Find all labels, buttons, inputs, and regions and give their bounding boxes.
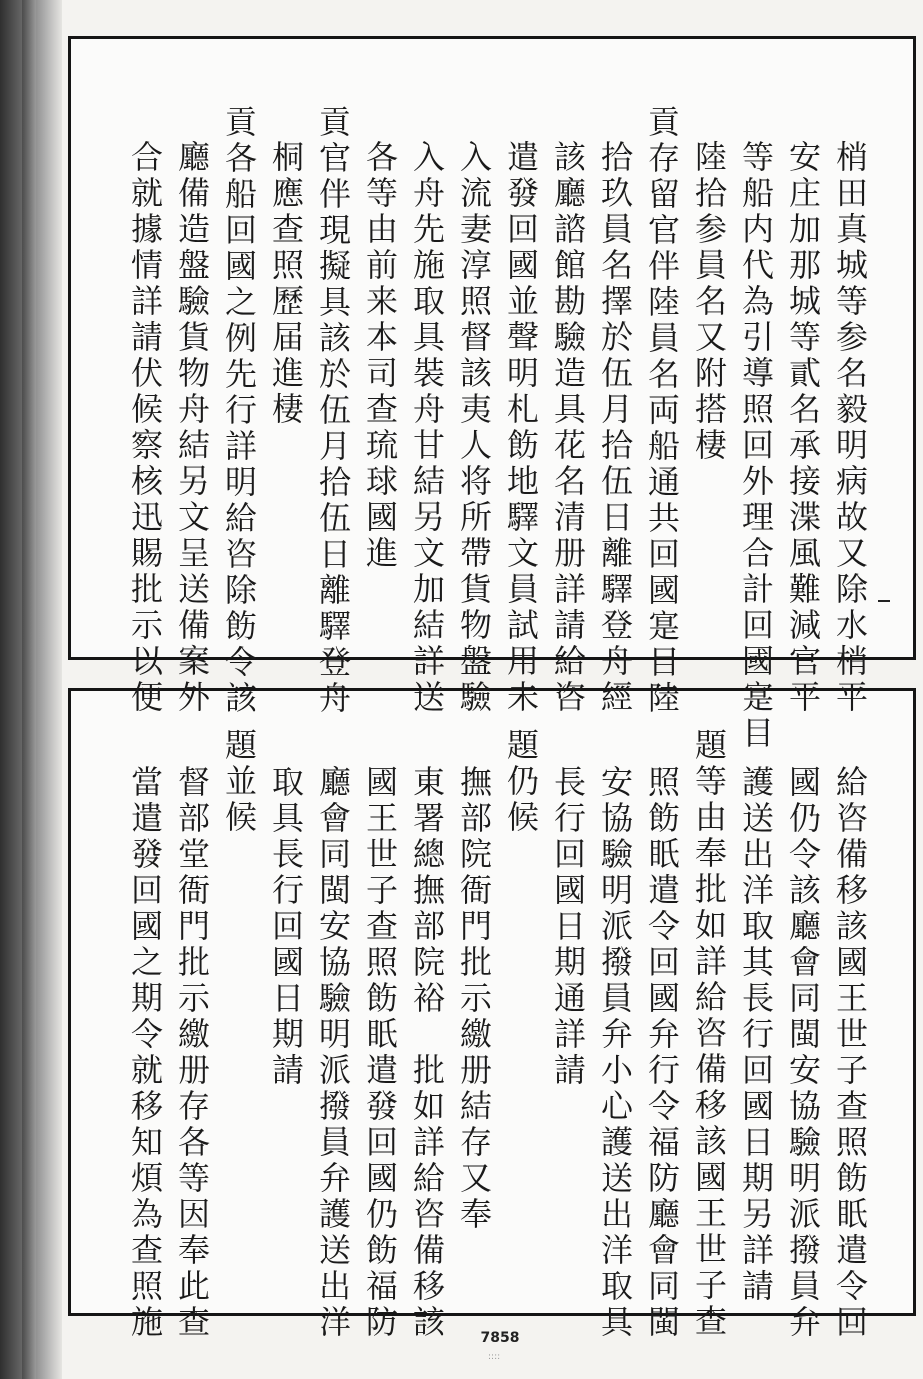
- top-column-11: 各等由前来本司查琉球國進: [361, 140, 399, 572]
- top-column-10: 入舟先施取具裝舟甘結另文加結詳送: [408, 140, 446, 716]
- top-column-7: 該廳諮館勘驗造具花名清册詳請給咨: [549, 140, 587, 716]
- bottom-column-16: 當遣發回國之期令就移知煩為查照施: [126, 765, 164, 1341]
- top-column-2: 安庄加那城等貳名承接渫風難減官平: [784, 140, 822, 716]
- margin-tick-mark: [878, 600, 890, 602]
- bottom-column-10: 東署總撫部院裕 批如詳給咨備移該: [408, 765, 446, 1341]
- bottom-column-3: 護送出洋取其長行回國日期另詳請: [737, 765, 775, 1305]
- bottom-column-8: 題仍候: [502, 728, 540, 836]
- top-column-1: 梢田真城等参名毅明病故又除水梢平: [831, 140, 869, 716]
- binding-shadow: [22, 0, 36, 1379]
- top-column-9: 入流妻淳照督該夷人将所帶貨物盤驗: [455, 140, 493, 716]
- top-column-15: 廳備造盤驗貨物舟結另文呈送備案外: [173, 140, 211, 716]
- top-column-13: 桐應查照歷届進棲: [267, 140, 305, 428]
- bottom-column-2: 國仍令該廳會同閩安協驗明派撥員弁: [784, 765, 822, 1341]
- bottom-column-14: 題並候: [220, 728, 258, 836]
- top-column-4: 陸拾参員名又附搭棲: [690, 140, 728, 464]
- top-column-5: 貢存留官伴陸員名両船通共回國寔目陸: [643, 105, 681, 717]
- bottom-column-15: 督部堂衙門批示繳册存各等因奉此查: [173, 765, 211, 1341]
- top-column-14: 貢各船回國之例先行詳明給咨除飭令該: [220, 105, 258, 717]
- top-column-6: 拾玖員名擇於伍月拾伍日離驛登舟經: [596, 140, 634, 716]
- bottom-column-9: 撫部院衙門批示繳册結存又奉: [455, 765, 493, 1233]
- top-column-12: 貢官伴現擬具該於伍月拾伍日離驛登舟: [314, 105, 352, 717]
- bottom-column-4: 題等由奉批如詳給咨備移該國王世子查: [690, 728, 728, 1340]
- page-smudge: ::::: [488, 1352, 501, 1362]
- bottom-column-1: 給咨備移該國王世子查照飭眂遣令回: [831, 765, 869, 1341]
- top-column-16: 合就據情詳請伏候察核迅賜批示以便: [126, 140, 164, 716]
- bottom-column-7: 長行回國日期通詳請: [549, 765, 587, 1089]
- bottom-column-12: 廳會同閩安協驗明派撥員弁護送出洋: [314, 765, 352, 1341]
- bottom-column-5: 照飭眂遣令回國弁行令福防廳會同閩: [643, 765, 681, 1341]
- top-column-3: 等船内代為引導照回外理合計回國寔目: [737, 140, 775, 752]
- bottom-column-6: 安協驗明派撥員弁小心護送出洋取具: [596, 765, 634, 1341]
- bottom-column-13: 取具長行回國日期請: [267, 765, 305, 1089]
- bottom-column-11: 國王世子查照飭眂遣發回國仍飭福防: [361, 765, 399, 1341]
- top-column-8: 遣發回國並聲明札飭地驛文員試用未: [502, 140, 540, 716]
- page-number: 7858: [480, 1330, 520, 1346]
- binding-gutter: [0, 0, 62, 1379]
